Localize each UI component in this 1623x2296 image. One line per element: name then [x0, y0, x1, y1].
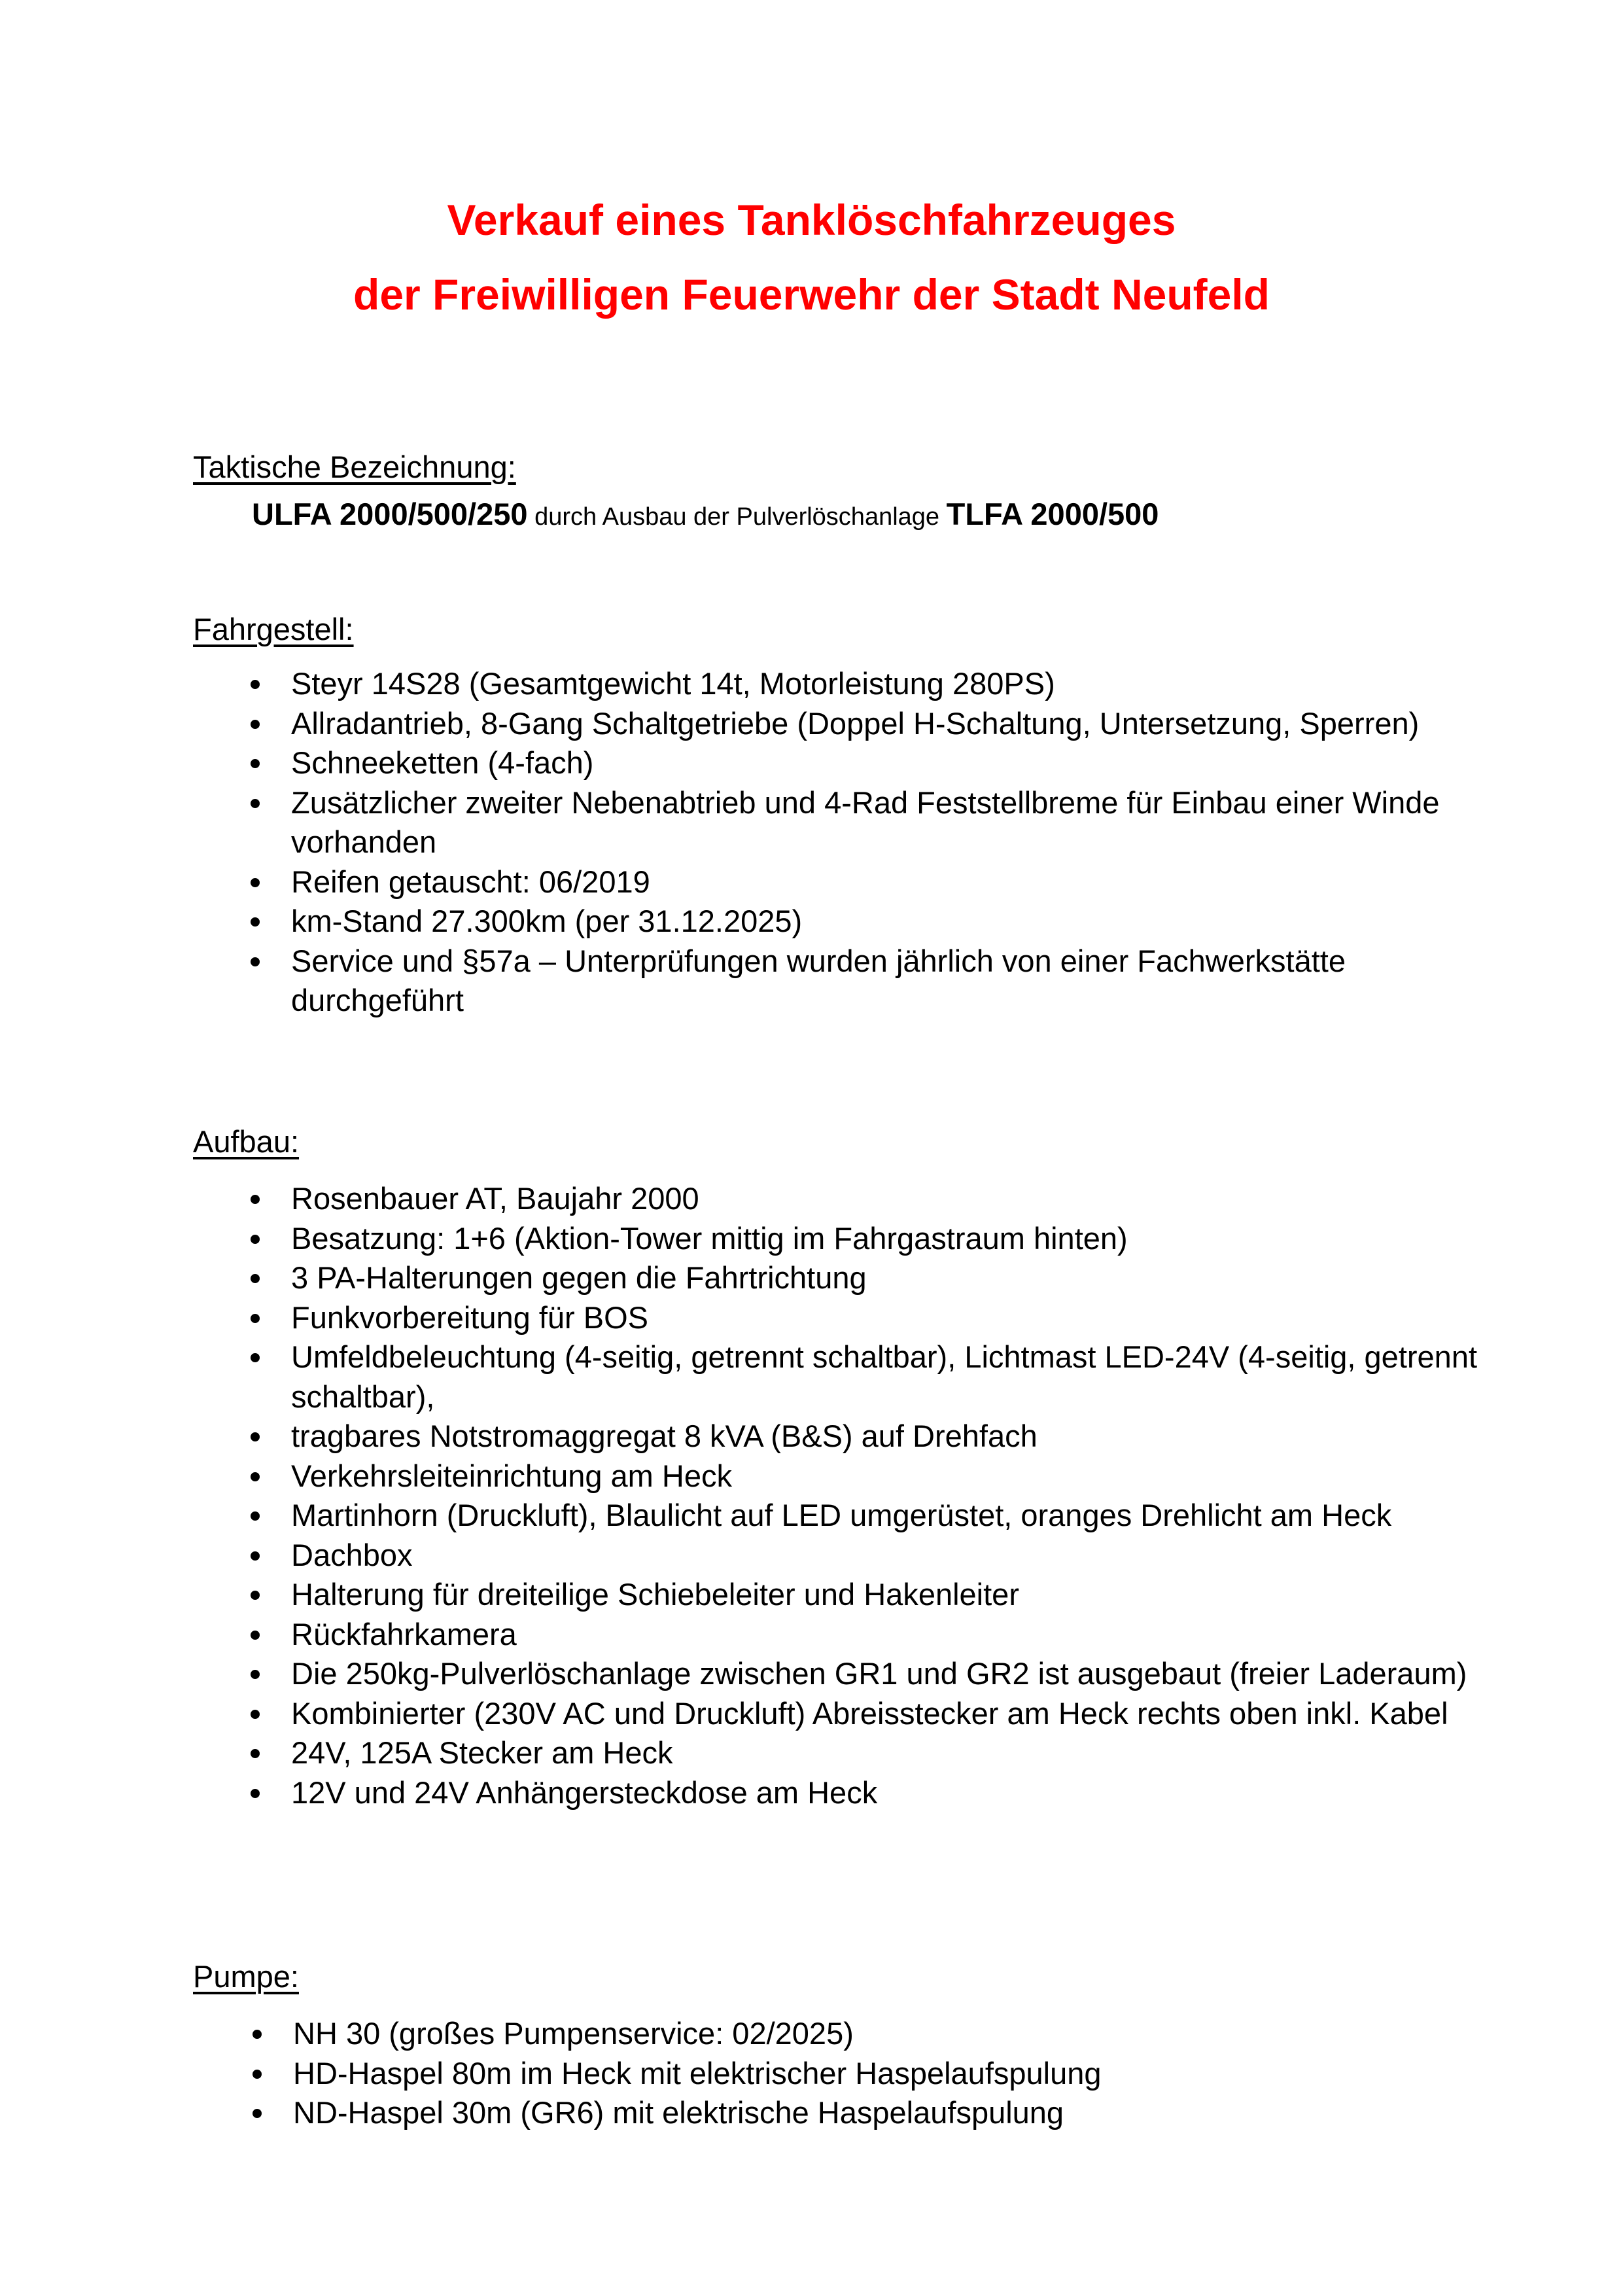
bullet-icon	[251, 1274, 260, 1283]
bullet-icon	[251, 1670, 260, 1679]
list-item: Funkvorbereitung für BOS	[0, 1298, 1482, 1338]
list-item: Die 250kg-Pulverlöschanlage zwischen GR1 und GR2 ist ausgebaut (freier Laderaum)	[0, 1654, 1482, 1694]
document-title-line-2: der Freiwilligen Feuerwehr der Stadt Neufeld	[353, 270, 1270, 319]
section-heading-aufbau: Aufbau:	[193, 1124, 300, 1159]
fahrgestell-list	[0, 664, 1623, 1021]
tactical-designation	[252, 496, 1159, 535]
list-item: Reifen getauscht: 06/2019	[0, 862, 1482, 902]
list-item: Dachbox	[0, 1536, 1482, 1576]
list-item: Steyr 14S28 (Gesamtgewicht 14t, Motorleistung 280PS)	[0, 664, 1482, 704]
bullet-icon	[251, 1314, 260, 1323]
bullet-icon	[251, 799, 260, 808]
designation-connector: durch Ausbau der Pulverlöschanlage	[527, 503, 947, 531]
list-item: HD-Haspel 80m im Heck mit elektrischer Haspelaufspulung	[0, 2054, 1484, 2094]
list-item: Verkehrsleiteinrichtung am Heck	[0, 1457, 1482, 1496]
aufbau-list	[0, 1179, 1623, 1812]
document-title-line-1: Verkauf eines Tanklöschfahrzeuges	[447, 196, 1176, 244]
list-item: Schneeketten (4-fach)	[0, 743, 1482, 783]
bullet-icon	[251, 878, 260, 887]
new-designation: TLFA 2000/500	[946, 497, 1159, 531]
section-heading-pumpe: Pumpe:	[193, 1959, 299, 1994]
list-item: Rückfahrkamera	[0, 1615, 1482, 1655]
bullet-icon	[251, 1353, 260, 1362]
bullet-icon	[251, 680, 260, 689]
bullet-icon	[251, 1631, 260, 1640]
bullet-icon	[251, 1432, 260, 1441]
section-heading-fahrgestell: Fahrgestell:	[193, 612, 354, 646]
list-item: Service und §57a – Unterprüfungen wurden jährlich von einer Fachwerkstätte durchgeführt	[0, 942, 1482, 1021]
bullet-icon	[251, 1195, 260, 1204]
list-item: Zusätzlicher zweiter Nebenabtrieb und 4-Rad Feststellbreme für Einbau einer Winde vorhanden	[0, 783, 1482, 862]
list-item: Halterung für dreiteilige Schiebeleiter und Hakenleiter	[0, 1575, 1482, 1615]
bullet-icon	[251, 720, 260, 729]
list-item: 24V, 125A Stecker am Heck	[0, 1733, 1482, 1773]
list-item: Besatzung: 1+6 (Aktion-Tower mittig im Fahrgastraum hinten)	[0, 1219, 1482, 1259]
bullet-icon	[251, 957, 260, 966]
list-item: Rosenbauer AT, Baujahr 2000	[0, 1179, 1482, 1219]
list-item: tragbares Notstromaggregat 8 kVA (B&S) auf Drehfach	[0, 1417, 1482, 1457]
bullet-icon	[251, 759, 260, 768]
bullet-icon	[251, 1591, 260, 1600]
bullet-icon	[253, 2109, 262, 2118]
bullet-icon	[251, 1710, 260, 1719]
list-item: km-Stand 27.300km (per 31.12.2025)	[0, 902, 1482, 942]
bullet-icon	[253, 2070, 262, 2079]
pumpe-list	[0, 2014, 1623, 2133]
list-item: Kombinierter (230V AC und Druckluft) Abreisstecker am Heck rechts oben inkl. Kabel	[0, 1694, 1482, 1734]
bullet-icon	[251, 1511, 260, 1521]
bullet-icon	[251, 1789, 260, 1798]
list-item: Martinhorn (Druckluft), Blaulicht auf LED umgerüstet, oranges Drehlicht am Heck	[0, 1496, 1482, 1536]
bullet-icon	[251, 1551, 260, 1561]
list-item: ND-Haspel 30m (GR6) mit elektrische Haspelaufspulung	[0, 2093, 1484, 2133]
bullet-icon	[251, 1472, 260, 1481]
bullet-icon	[253, 2030, 262, 2039]
old-designation: ULFA 2000/500/250	[252, 497, 528, 531]
bullet-icon	[251, 917, 260, 927]
list-item: NH 30 (großes Pumpenservice: 02/2025)	[0, 2014, 1484, 2054]
list-item: Allradantrieb, 8-Gang Schaltgetriebe (Doppel H-Schaltung, Untersetzung, Sperren)	[0, 704, 1482, 744]
bullet-icon	[251, 1749, 260, 1758]
list-item: 12V und 24V Anhängersteckdose am Heck	[0, 1773, 1482, 1813]
list-item: 3 PA-Halterungen gegen die Fahrtrichtung	[0, 1258, 1482, 1298]
list-item: Umfeldbeleuchtung (4-seitig, getrennt schaltbar), Lichtmast LED-24V (4-seitig, getrennt schaltbar),	[0, 1337, 1482, 1417]
bullet-icon	[251, 1235, 260, 1244]
section-heading-taktische-bezeichnung: Taktische Bezeichnung:	[193, 450, 516, 484]
